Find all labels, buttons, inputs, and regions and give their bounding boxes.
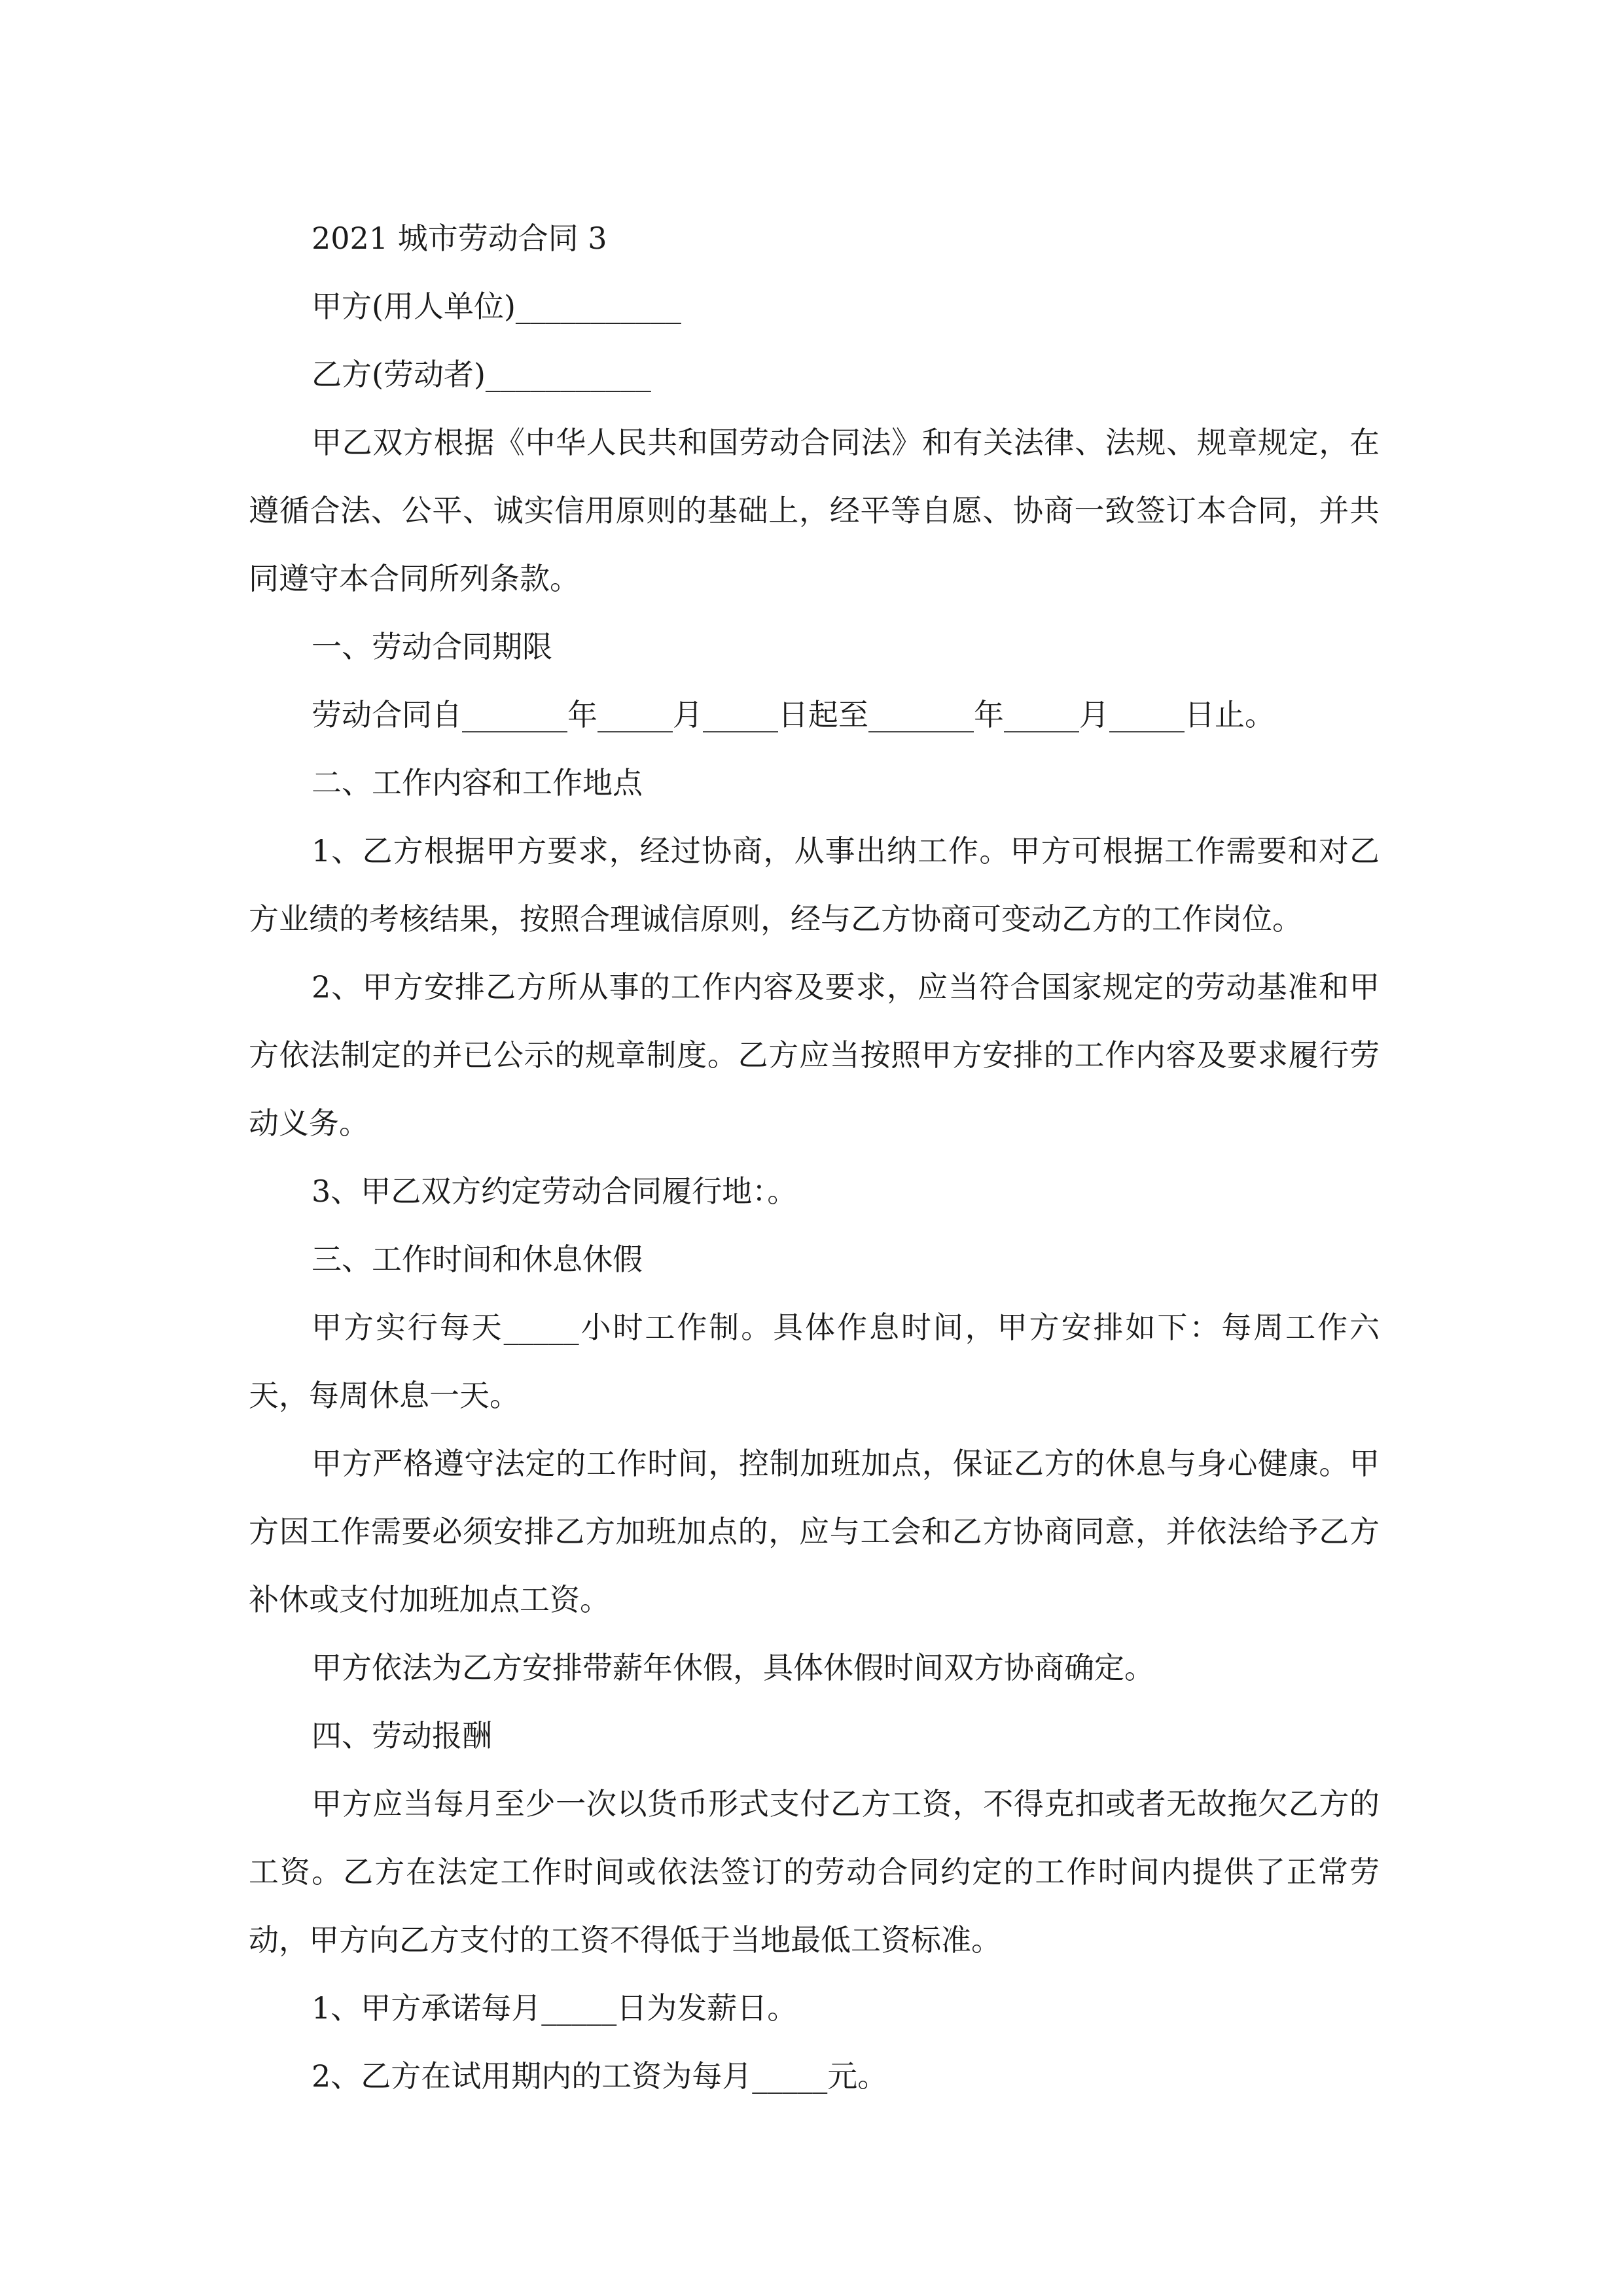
clause-2-1: 1、乙方根据甲方要求，经过协商，从事出纳工作。甲方可根据工作需要和对乙方业绩的考核结果，按照合理诚信原则，经与乙方协商可变动乙方的工作岗位。	[249, 833, 1380, 937]
working-hours-paragraph: 甲方实行每天_____小时工作制。具体作息时间，甲方安排如下：每周工作六天，每周休息一天。	[249, 1310, 1380, 1413]
document-title: 2021 城市劳动合同 3	[312, 221, 607, 256]
clause-2-2: 2、甲方安排乙方所从事的工作内容及要求，应当符合国家规定的劳动基准和甲方依法制定的并已公示的规章制度。乙方应当按照甲方安排的工作内容及要求履行劳动义务。	[249, 969, 1380, 1141]
party-a-line: 甲方(用人单位)___________	[312, 289, 681, 324]
annual-leave-paragraph: 甲方依法为乙方安排带薪年休假，具体休假时间双方协商确定。	[312, 1650, 1154, 1685]
section-4-heading: 四、劳动报酬	[312, 1718, 492, 1753]
section-2-heading: 二、工作内容和工作地点	[312, 765, 643, 800]
clause-2-3: 3、甲乙双方约定劳动合同履行地：。	[312, 1174, 798, 1209]
section-1-heading: 一、劳动合同期限	[312, 629, 552, 664]
overtime-paragraph: 甲方严格遵守法定的工作时间，控制加班加点，保证乙方的休息与身心健康。甲方因工作需要必须安排乙方加班加点的，应与工会和乙方协商同意，并依法给予乙方补休或支付加班加点工资。	[249, 1446, 1380, 1617]
clause-4-1: 1、甲方承诺每月_____日为发薪日。	[312, 1990, 798, 2026]
contract-term-paragraph: 劳动合同自_______年_____月_____日起至_______年_____月_____日止。	[312, 697, 1275, 732]
party-b-line: 乙方(劳动者)___________	[312, 357, 651, 392]
section-3-heading: 三、工作时间和休息休假	[312, 1242, 643, 1277]
clause-4-2: 2、乙方在试用期内的工资为每月_____元。	[312, 2058, 888, 2094]
document-body	[249, 204, 1380, 2110]
preamble-paragraph: 甲乙双方根据《中华人民共和国劳动合同法》和有关法律、法规、规章规定，在遵循合法、公平、诚实信用原则的基础上，经平等自愿、协商一致签订本合同，并共同遵守本合同所列条款。	[249, 425, 1380, 596]
wage-paragraph: 甲方应当每月至少一次以货币形式支付乙方工资，不得克扣或者无故拖欠乙方的工资。乙方在法定工作时间或依法签订的劳动合同约定的工作时间内提供了正常劳动，甲方向乙方支付的工资不得低于当地最低工资标准。	[249, 1786, 1380, 1958]
